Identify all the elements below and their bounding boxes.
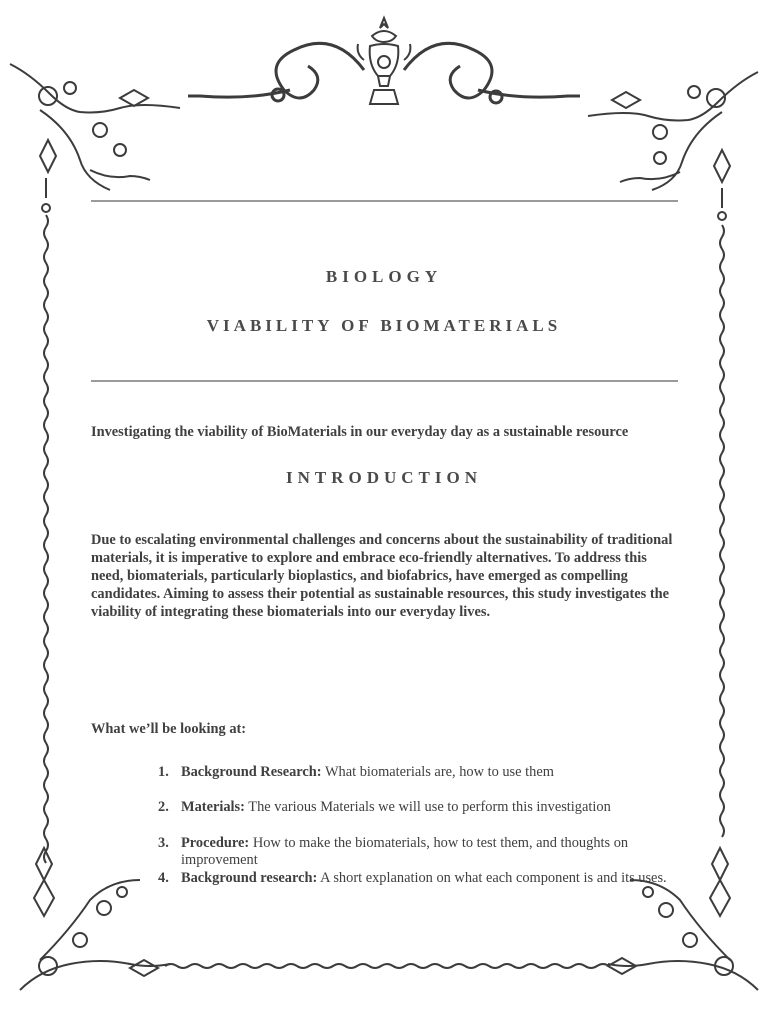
page-title: VIABILITY OF BIOMATERIALS (206, 316, 562, 335)
list-item-label: Procedure: (181, 835, 250, 851)
list-item-body (181, 870, 668, 887)
urn-ornament (358, 18, 411, 104)
outline-lead: What we’ll be looking at: (91, 721, 247, 737)
top-left-corner-ornament (10, 64, 180, 212)
list-item-number: 3. (158, 835, 169, 851)
list-item-label: Materials: (181, 799, 245, 815)
top-divider (91, 200, 678, 202)
introduction-paragraph: Due to escalating environmental challenges and concerns about the sustainability of traditional materials, it is imperative to explore and embrace eco-friendly alternatives. To address this need, biomaterials, particularly bioplastics, and biofabrics, have emerged as compelling candidates. Aiming to assess their potential as sustainable resources, this study investigates the viability of integrating these biomaterials into our everyday lives. (91, 532, 673, 620)
list-item-body (181, 835, 668, 869)
list-item-body (181, 764, 668, 781)
list-item-number: 1. (158, 764, 169, 780)
left-border-line (44, 215, 48, 863)
subject-heading: BIOLOGY (325, 267, 443, 286)
list-item-number: 2. (158, 799, 169, 815)
bottom-divider (91, 380, 678, 382)
subtitle: Investigating the viability of BioMaterials in our everyday day as a sustainable resource (91, 424, 629, 440)
list-item-text: The various Materials we will use to perform this investigation (248, 799, 611, 815)
list-item-text: What biomaterials are, how to use them (324, 764, 554, 780)
list-item-number: 4. (158, 870, 169, 886)
list-item-label: Background Research: (181, 764, 322, 780)
bottom-border-line (165, 964, 609, 968)
list-item-text: A short explanation on what each component is and its uses. (320, 870, 667, 886)
top-right-corner-ornament (588, 72, 758, 220)
bottom-left-corner-ornament (20, 848, 170, 990)
introduction-heading: INTRODUCTION (285, 468, 483, 487)
list-item-text: How to make the biomaterials, how to test them, and thoughts on improvement (181, 835, 629, 868)
list-item-label: Background research: (181, 870, 318, 886)
top-scrolls (188, 43, 580, 103)
list-item-body (181, 799, 668, 816)
